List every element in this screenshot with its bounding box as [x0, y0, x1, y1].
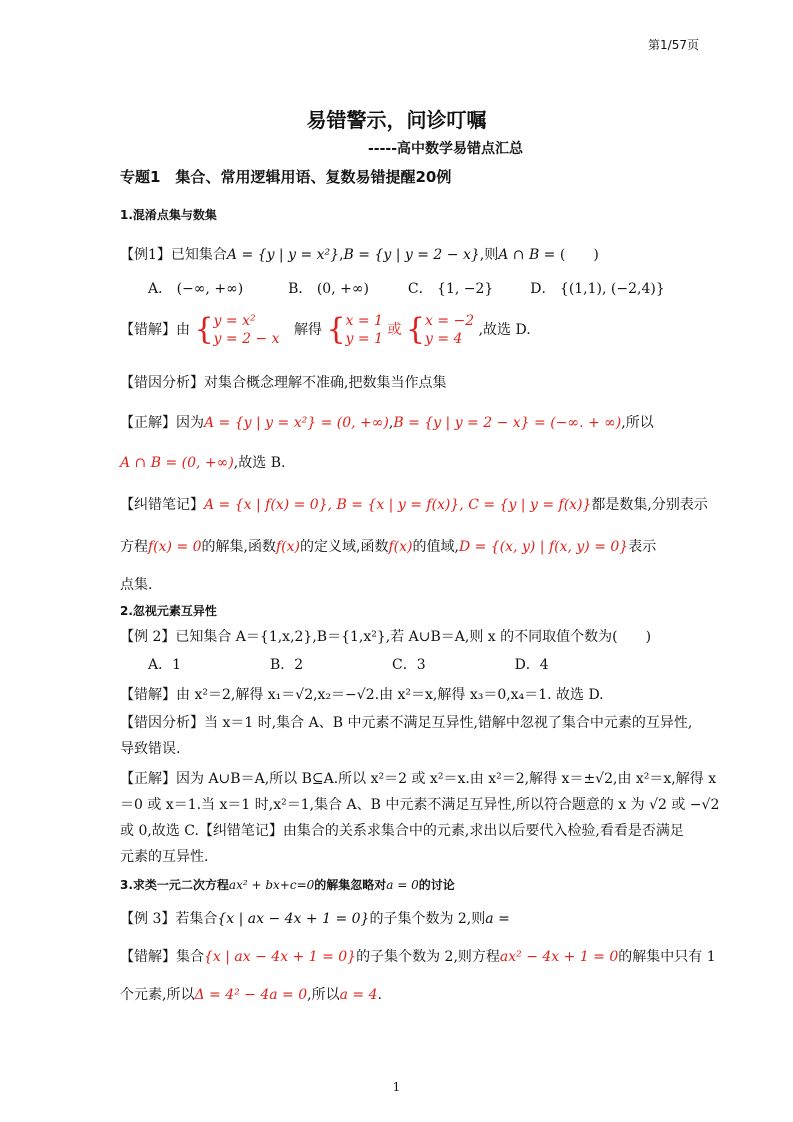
example-2-cause-line1: 【错因分析】当 x＝1 时,集合 A、B 中元素不满足互异性,错解中忽视了集合中元素的互异性, [120, 715, 693, 731]
option-c: C．3 [392, 657, 426, 673]
example-1-note-line3: 点集. [120, 577, 153, 593]
option-b: B．2 [269, 657, 304, 673]
example-1-note-line2: 方程f(x) = 0的解集,函数f(x)的定义域,函数f(x)的值域,D = {(x, y) | f(x, y) = 0}表示 [120, 539, 657, 555]
option-c: C． {1, −2} [407, 281, 494, 297]
option-b: B． (0, +∞) [288, 281, 369, 297]
example-3-wrong-line2: 个元素,所以Δ = 4² − 4a = 0,所以a = 4. [120, 987, 382, 1003]
example-2-cause-line2: 导致错误. [120, 741, 181, 757]
example-1-note-line1: 【纠错笔记】A = {x | f(x) = 0}, B = {x | y = f(x)}, C = {y | y = f(x)}都是数集,分别表示 [120, 497, 708, 513]
option-a: A． (−∞, +∞) [148, 281, 244, 297]
page-indicator: 第1/57页 [648, 38, 699, 52]
option-d: D． {(1,1), (−2,4)} [530, 281, 665, 297]
option-d: D．4 [514, 657, 549, 673]
example-3-wrong-line1: 【错解】集合{x | ax − 4x + 1 = 0}的子集个数为 2,则方程ax² − 4x + 1 = 0的解集中只有 1 [120, 949, 716, 965]
section-heading-2: 2.忽视元素互异性 [120, 604, 217, 618]
example-2-correct-line4: 元素的互异性. [120, 849, 209, 865]
section-heading-1: 1.混淆点集与数集 [120, 208, 217, 222]
example-2-correct-line1: 【正解】因为 A∪B＝A,所以 B⊆A.所以 x²＝2 或 x²＝x.由 x²＝2,解得 x＝±√2,由 x²＝x,解得 x [120, 771, 717, 787]
section-heading-3: 3.求类一元二次方程ax² + bx+c=0的解集忽略对a = 0的讨论 [120, 878, 455, 892]
example-1-wrong-solution: 【错解】由 {y = x² y = 2 − x 解得 {x = 1 y = 1 或 {x = −2 y = 4 ,故选 D. [120, 312, 531, 347]
page-subtitle: -----高中数学易错点汇总 [368, 141, 524, 157]
example-label: 【例1】 [120, 247, 171, 263]
topic-heading: 专题1 集合、常用逻辑用语、复数易错提醒20例 [120, 168, 452, 186]
example-1-correct-line2: A ∩ B = (0, +∞),故选 B. [120, 455, 286, 471]
example-1-question: 【例1】已知集合A = {y | y = x²},B = {y | y = 2 − x},则A ∩ B = ( ) [120, 247, 599, 263]
page-number: 1 [392, 1080, 401, 1094]
example-2-correct-line3: 或 0,故选 C.【纠错笔记】由集合的关系求集合中的元素,求出以后要代入检验,看看是否满足 [120, 823, 684, 839]
set-b: B = {y | y = 2 − x} [343, 247, 480, 263]
page-title: 易错警示，问诊叮嘱 [306, 108, 487, 132]
example-3-question: 【例 3】若集合{x | ax − 4x + 1 = 0}的子集个数为 2,则a = [120, 911, 510, 927]
example-1-correct-line1: 【正解】因为A = {y | y = x²} = (0, +∞),B = {y | y = 2 − x} = (−∞. + ∞),所以 [120, 415, 654, 431]
option-a: A．1 [148, 657, 182, 673]
example-1-cause: 【错因分析】对集合概念理解不准确,把数集当作点集 [120, 375, 447, 391]
example-2-question: 【例 2】已知集合 A＝{1,x,2},B＝{1,x²},若 A∪B＝A,则 x 的不同取值个数为( ) [120, 629, 652, 645]
example-2-wrong-solution: 【错解】由 x²＝2,解得 x₁＝√2,x₂＝−√2.由 x²＝x,解得 x₃＝0,x₄＝1. 故选 D. [120, 687, 604, 703]
set-a: A = {y | y = x²} [226, 247, 340, 263]
example-2-correct-line2: ＝0 或 x＝1.当 x＝1 时,x²＝1,集合 A、B 中元素不满足互异性,所以符合题意的 x 为 √2 或 −√2 [120, 797, 720, 813]
example-2-options [148, 654, 549, 674]
example-1-options [148, 278, 665, 298]
